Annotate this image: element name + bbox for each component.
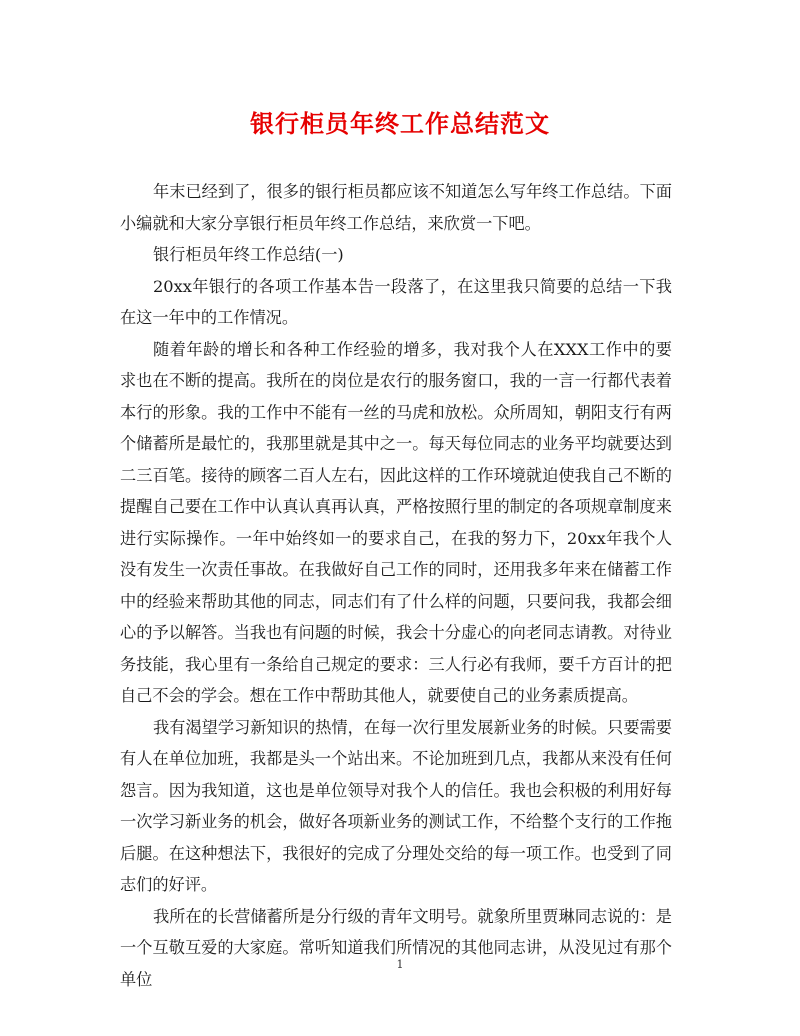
paragraph: 随着年龄的增长和各种工作经验的增多，我对我个人在XXX工作中的要求也在不断的提高。我所在的岗位是农行的服务窗口，我的一言一行都代表着本行的形象。我的工作中不能有一丝的马虎和放松。众所周知，朝阳支行有两个储蓄所是最忙的，我那里就是其中之一。每天每位同志的业务平均就要达到二三百笔。接待的顾客二百人左右，因此这样的工作环境就迫使我自己不断的提醒自己要在工作中认真认真再认真，严格按照行里的制定的各项规章制度来进行实际操作。一年中始终如一的要求自己，在我的努力下，20xx年我个人没有发生一次责任事故。在我做好自己工作的同时，还用我多年来在储蓄工作中的经验来帮助其他的同志，同志们有了什么样的问题，只要问我，我都会细心的予以解答。当我也有问题的时候，我会十分虚心的向老同志请教。对待业务技能，我心里有一条给自己规定的要求：三人行必有我师，要千方百计的把自己不会的学会。想在工作中帮助其他人，就要使自己的业务素质提高。	[120, 339, 672, 705]
document-body	[120, 176, 672, 995]
document-title: 银行柜员年终工作总结范文	[250, 109, 550, 138]
paragraph: 我有渴望学习新知识的热情，在每一次行里发展新业务的时候。只要需要有人在单位加班，我都是头一个站出来。不论加班到几点，我都从来没有任何怨言。因为我知道，这也是单位领导对我个人的信任。我也会积极的利用好每一次学习新业务的机会，做好各项新业务的测试工作，不给整个支行的工作拖后腿。在这种想法下，我很好的完成了分理处交给的每一项工作。也受到了同志们的好评。	[120, 717, 672, 894]
section-heading: 银行柜员年终工作总结(一)	[153, 245, 344, 264]
paragraph: 20xx年银行的各项工作基本告一段落了，在这里我只简要的总结一下我在这一年中的工作情况。	[120, 276, 672, 327]
paragraph: 我所在的长营储蓄所是分行级的青年文明号。就象所里贾琳同志说的：是一个互敬互爱的大家庭。常听知道我们所情况的其他同志讲，从没见过有那个单位	[120, 906, 672, 989]
paragraph-intro: 年末已经到了，很多的银行柜员都应该不知道怎么写年终工作总结。下面小编就和大家分享银行柜员年终工作总结，来欣赏一下吧。	[120, 182, 672, 233]
page-number: 1	[396, 958, 404, 971]
